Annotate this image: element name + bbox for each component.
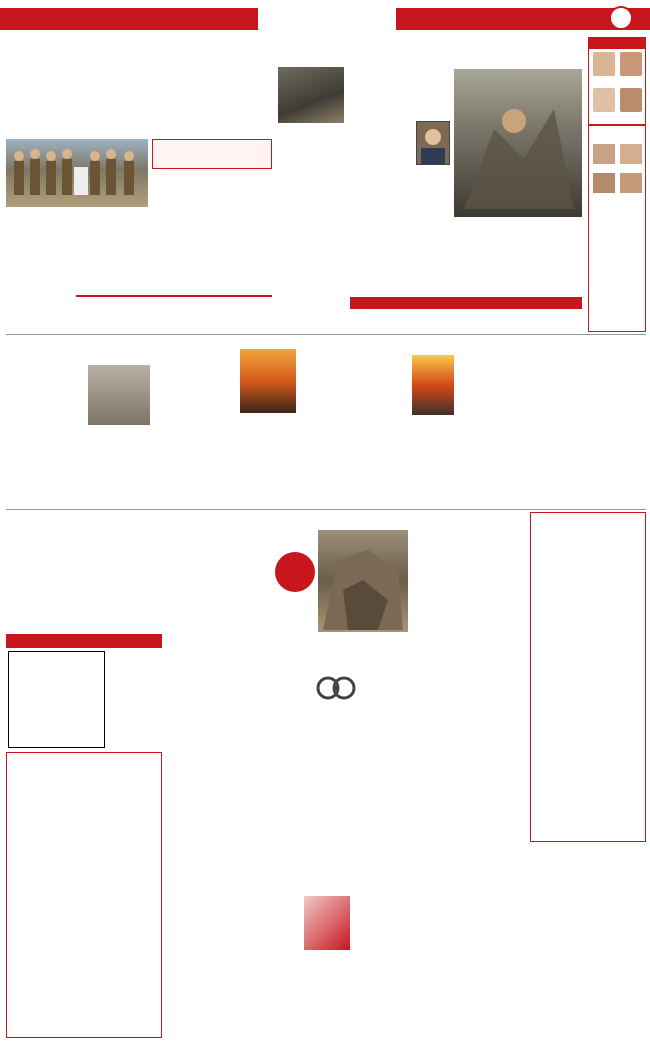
armed-body (168, 855, 294, 1015)
cholesterol-photo (304, 896, 350, 950)
row2-story-a (6, 337, 82, 507)
side-box-head (76, 297, 272, 299)
person-silhouette-icon (417, 122, 449, 164)
betting-body (314, 720, 406, 846)
mandawali-story (350, 37, 582, 295)
betting-illustration (314, 660, 358, 716)
cctv-box-text (153, 140, 271, 144)
lead-body-bottom (6, 295, 72, 331)
lead-body-columns (6, 211, 272, 295)
kundli-logo (47, 841, 157, 869)
divider-row1 (6, 334, 646, 335)
second-accused-head (350, 297, 582, 309)
mandawali-crime-photo (454, 69, 582, 217)
handcuff-icon (314, 660, 358, 716)
quick-read-body-4 (534, 743, 644, 841)
row3-a-body-left (6, 536, 54, 632)
quick-read-body-2 (534, 613, 644, 665)
row2-d-body (368, 417, 454, 507)
student-attack-body (278, 127, 344, 332)
row2-story-e (460, 337, 546, 507)
page-number (609, 6, 633, 30)
row3-a-body-right (114, 536, 162, 632)
second-accused-body (350, 311, 582, 333)
mandawali-victim-photo (416, 121, 450, 165)
sudoku-instructions (109, 651, 162, 748)
wisher-photo-2 (620, 144, 642, 164)
cctv-box (152, 139, 272, 169)
row2-b-body-right (154, 365, 234, 425)
horoscope-top-list (9, 773, 159, 839)
cholesterol-body (354, 896, 646, 1036)
row3-story-a (6, 512, 162, 632)
row2-b-body-bottom (88, 429, 234, 507)
row2-d-body-left (368, 355, 408, 415)
row3-b-body-left (168, 530, 272, 632)
birthday-section-title (589, 124, 645, 126)
sudoku-grid (8, 651, 105, 748)
cholesterol-story (300, 850, 646, 1040)
wisher-photo-3 (593, 173, 615, 193)
wisher-photo-1 (593, 144, 615, 164)
crime-scene-illustration (454, 69, 582, 217)
row2-b-photo (88, 365, 150, 425)
sudoku-title (6, 634, 162, 648)
city-tab (258, 4, 396, 32)
sudoku-panel (6, 634, 162, 750)
row3-a-body-mid (56, 572, 112, 632)
jail-body (168, 639, 308, 729)
divider-row2 (6, 509, 646, 510)
betting-body-top (360, 658, 406, 718)
lead-story (6, 37, 272, 332)
mandawali-body-left (350, 69, 412, 293)
row2-c-photo (240, 349, 296, 413)
betting-story (314, 636, 406, 846)
mandawali-body-right (416, 229, 582, 295)
lead-photo-police (6, 139, 148, 207)
quick-read (530, 512, 646, 842)
row2-story-b (88, 337, 234, 507)
jail-story (168, 636, 308, 758)
cholesterol-body-left (304, 954, 350, 1036)
registration-marks-top (8, 1035, 642, 1041)
police-lineup-illustration (6, 139, 148, 207)
side-box (76, 295, 272, 331)
birthday-photo-3 (593, 88, 615, 112)
birthday-column (588, 37, 646, 332)
teachers-headline-block (410, 690, 526, 840)
row2-c-body (300, 349, 362, 507)
quick-read-body-3 (534, 677, 644, 731)
row2-d-photo (412, 355, 454, 415)
wisher-photo-4 (620, 173, 642, 193)
lead-cctv-body (152, 171, 272, 213)
collapsed-building-illustration (318, 530, 408, 632)
row3-story-b (168, 512, 408, 632)
row2-story-f (552, 337, 646, 507)
row2-story-c (240, 337, 362, 507)
horoscope-panel (6, 752, 162, 1038)
birthday-header (589, 38, 645, 49)
armed-story (168, 852, 294, 1038)
student-attack-photo (278, 67, 344, 123)
quick-read-body-1 (534, 541, 644, 601)
row3-b-badge (275, 552, 315, 592)
row3-b-photo (318, 530, 408, 632)
masthead (0, 0, 650, 34)
second-accused-story (350, 297, 582, 333)
row2-c-body-left (240, 417, 296, 507)
student-attack-story (278, 37, 344, 332)
row3-story-c (414, 512, 526, 688)
row2-story-d (368, 337, 454, 507)
birthday-photo-2 (620, 52, 642, 76)
birthday-photo-4 (620, 88, 642, 112)
birthday-photo-1 (593, 52, 615, 76)
horoscope-list (9, 873, 159, 1033)
